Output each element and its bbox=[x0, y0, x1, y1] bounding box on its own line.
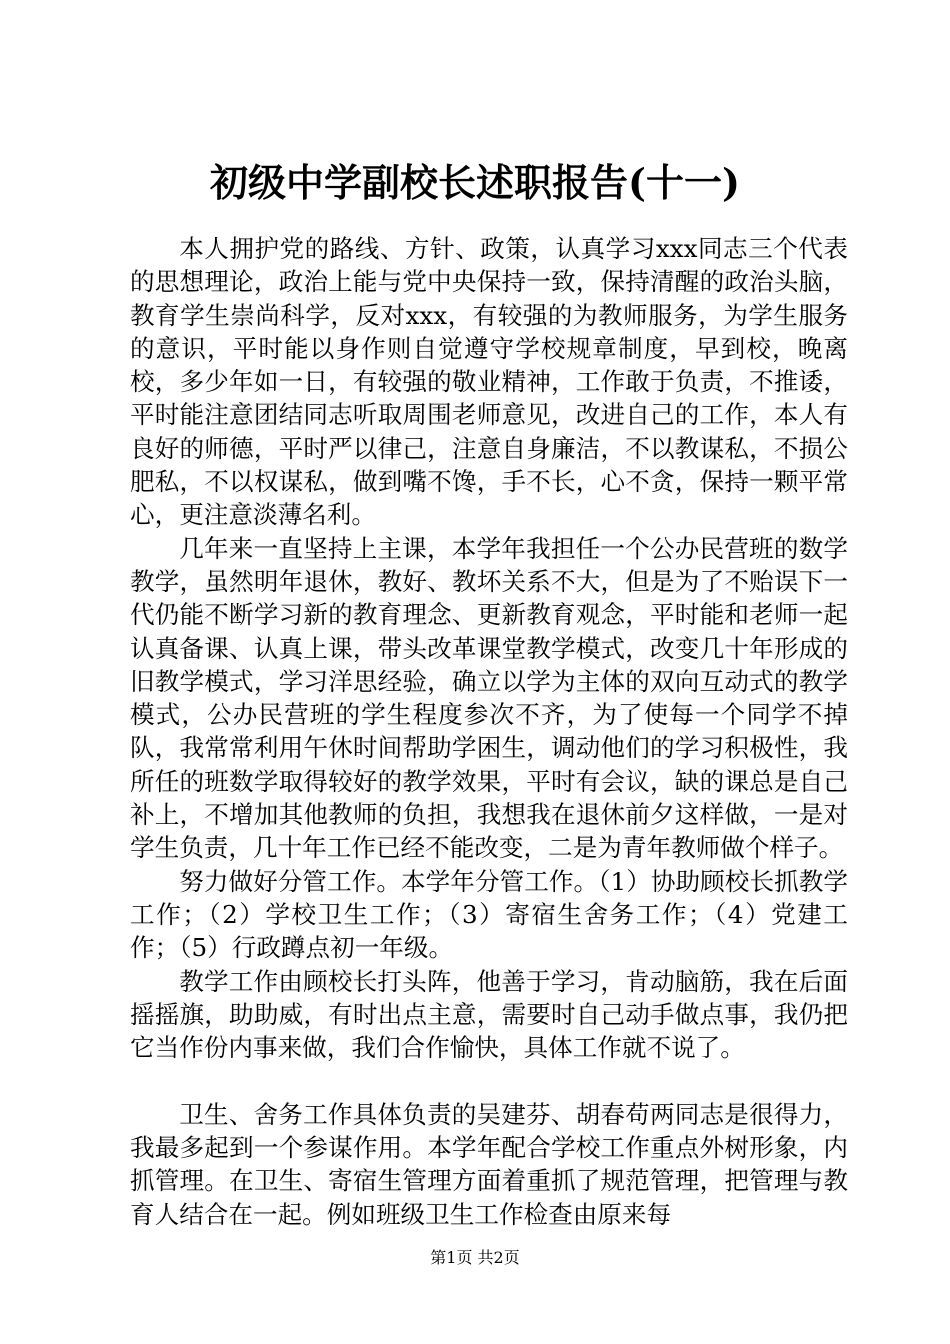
paragraph: 教学工作由顾校长打头阵，他善于学习，肯动脑筋，我在后面摇摇旗，助助威，有时出点主意，需要时自己动手做点事，我仍把它当作份内事来做，我们合作愉快，具体工作就不说了。 bbox=[130, 966, 848, 1063]
paragraph: 几年来一直坚持上主课，本学年我担任一个公办民营班的数学教学，虽然明年退休，教好、教坏关系不大，但是为了不贻误下一代仍能不断学习新的教育理念、更新教育观念，平时能和老师一起认真备课、认真上课，带头改革课堂教学模式，改变几十年形成的旧教学模式，学习洋思经验，确立以学为主体的双向互动式的教学模式，公办民营班的学生程度参次不齐，为了使每一个同学不掉队，我常常利用午休时间帮助学困生，调动他们的学习积极性，我所任的班数学取得较好的教学效果，平时有会议，缺的课总是自己补上，不增加其他教师的负担，我想我在退休前夕这样做，一是对学生负责，几十年工作已经不能改变，二是为青年教师做个样子。 bbox=[130, 533, 848, 863]
paragraph: 本人拥护党的路线、方针、政策，认真学习xxx同志三个代表的思想理论，政治上能与党中央保持一致，保持清醒的政治头脑，教育学生崇尚科学，反对xxx，有较强的为教师服务，为学生服务的意识，平时能以身作则自觉遵守学校规章制度，早到校，晚离校，多少年如一日，有较强的敬业精神，工作敢于负责，不推诿，平时能注意团结同志听取周围老师意见，改进自己的工作，本人有良好的师德，平时严以律己，注意自身廉洁，不以教谋私，不损公肥私，不以权谋私，做到嘴不馋，手不长，心不贪，保持一颗平常心，更注意淡薄名利。 bbox=[130, 234, 848, 530]
document-body bbox=[130, 232, 848, 1231]
page-number: 第1页 共2页 bbox=[430, 1248, 520, 1267]
paragraph: 努力做好分管工作。本学年分管工作。（1）协助顾校长抓教学工作；（2）学校卫生工作；（3）寄宿生舍务工作；（4）党建工作；（5）行政蹲点初一年级。 bbox=[130, 866, 848, 963]
document-title: 初级中学副校长述职报告(十一) bbox=[210, 160, 740, 205]
paragraph: 卫生、舍务工作具体负责的吴建芬、胡春苟两同志是很得力，我最多起到一个参谋作用。本学年配合学校工作重点外树形象，内抓管理。在卫生、寄宿生管理方面着重抓了规范管理，把管理与教育人结合在一起。例如班级卫生工作检查由原来每 bbox=[130, 1099, 848, 1229]
